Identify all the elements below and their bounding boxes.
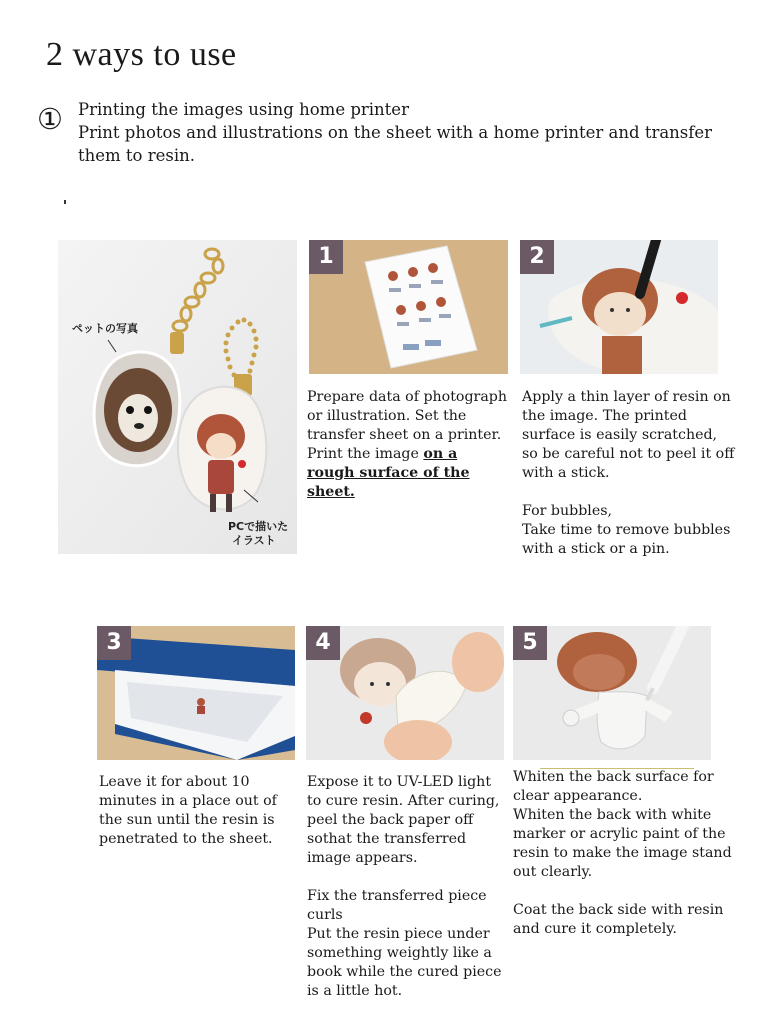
step-4-image — [306, 626, 504, 760]
keychain-photo — [58, 240, 297, 554]
step-3-para: Leave it for about 10 minutes in a place out of the sun until the resin is penetrated to the sheet. — [99, 774, 277, 847]
step-3-text — [99, 773, 289, 849]
section-heading: Printing the images using home printer — [78, 100, 409, 119]
step-2-image — [520, 240, 718, 374]
illust-label-line2: イラスト — [232, 534, 276, 547]
section-intro — [78, 98, 728, 167]
section-number: ① — [37, 102, 63, 136]
step-1-text — [307, 388, 507, 502]
illust-label-line1: PCで描いた — [228, 520, 289, 533]
step-5-text — [513, 768, 751, 939]
section-description: Print photos and illustrations on the sheet with a home printer and transfer them to resin. — [78, 123, 713, 165]
step-1-badge: 1 — [309, 240, 343, 274]
pet-photo-label: ペットの写真 — [72, 322, 138, 335]
step-5-para-2: Whiten the back with white marker or acrylic paint of the resin to make the image stand out clearly. — [513, 807, 732, 880]
step-2-para-2-line-1: For bubbles, — [522, 503, 613, 519]
step-3-image — [97, 626, 295, 760]
step-1-text-main: Prepare data of photograph or illustration. Set the transfer sheet on a printer. Print the image — [307, 389, 508, 462]
stray-mark — [64, 200, 66, 204]
step-5-badge: 5 — [513, 626, 547, 660]
step-4-para-2-line-1: Fix the transferred piece curls — [307, 888, 487, 923]
step-4-para-2-line-2: Put the resin piece under something weightly like a book while the cured piece is a little hot. — [307, 926, 502, 999]
step-2-para-1: Apply a thin layer of resin on the image. The printed surface is easily scratched, so be careful not to peel it off with a stick. — [522, 389, 735, 481]
step-4-text — [307, 773, 503, 1001]
step-2-text — [522, 388, 737, 559]
step-5-para-3: Coat the back side with resin and cure it completely. — [513, 902, 724, 937]
step-2-badge: 2 — [520, 240, 554, 274]
step-1-image — [309, 240, 508, 374]
step-3-badge: 3 — [97, 626, 131, 660]
step-1-text-emphasis: on a rough surface of the sheet. — [307, 446, 470, 500]
step-2-para-2-line-2: Take time to remove bubbles with a stick or a pin. — [522, 522, 731, 557]
step-5-para-1: Whiten the back surface for clear appearance. — [513, 769, 714, 804]
step-5-image — [513, 626, 711, 760]
step-4-para-1: Expose it to UV-LED light to cure resin. After curing, peel the back paper off sothat the transferred image appears. — [307, 774, 500, 866]
page-title: 2 ways to use — [46, 36, 237, 73]
step-4-badge: 4 — [306, 626, 340, 660]
